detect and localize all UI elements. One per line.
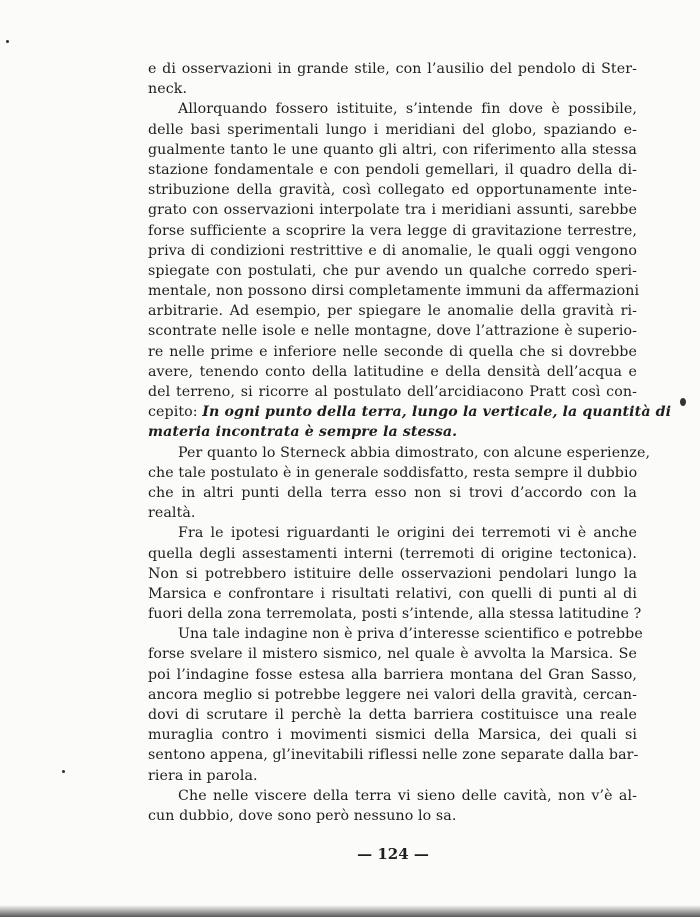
line-text: dovi di scrutare il perchè la detta barriera costituisce una reale (148, 707, 637, 723)
line-text: realtà. (148, 505, 196, 522)
line-text: mentale, non possono dirsi completamente immuni da affermazioni (148, 283, 640, 300)
text-line (148, 362, 637, 382)
line-text: gualmente tanto le une quanto gli altri, con riferimento alla stessa (148, 141, 637, 158)
text-line (148, 321, 637, 341)
line-text: sentono appena, gl’inevitabili riflessi nelle zone separate dalla bar- (148, 747, 639, 764)
text-line (148, 786, 637, 806)
line-text: spiegate con postulati, che pur avendo un qualche corredo speri- (148, 262, 637, 279)
line-text: Per quanto lo Sterneck abbia dimostrato, con alcune esperienze, (178, 444, 651, 461)
text-line (148, 241, 637, 261)
text-line (148, 564, 637, 584)
text-line (148, 261, 637, 281)
line-text: Non si potrebbero istituire delle osservazioni pendolari lungo la (148, 565, 637, 582)
line-text: stazione fondamentale e con pendoli gemellari, il quadro della di- (148, 161, 637, 178)
text-line (148, 725, 637, 745)
line-text: del terreno, si ricorre al postulato dell’arcidiacono Pratt così con- (148, 384, 637, 400)
text-line (148, 685, 637, 705)
text-line (148, 806, 637, 826)
text-line (148, 503, 637, 523)
line-text: forse sufficiente a scoprire la vera legge di gravitazione terrestre, (148, 222, 637, 239)
text-line (148, 79, 637, 99)
text-line (148, 140, 637, 160)
scan-speck (680, 398, 686, 406)
text-line (148, 745, 637, 765)
body-text (148, 59, 672, 826)
text-line (148, 160, 637, 180)
line-text: poi l’indagine fosse estesa alla barriera montana del Gran Sasso, (148, 666, 637, 683)
text-line (148, 644, 637, 664)
text-line (148, 422, 637, 442)
scan-bottom-edge (0, 905, 700, 917)
text-line (148, 342, 637, 362)
page-number: — 124 — (357, 845, 429, 863)
text-line (148, 443, 651, 463)
text-line (148, 483, 637, 503)
line-text: Una tale indagine non è priva d’interesse scientifico e potrebbe (178, 626, 643, 643)
line-text: fuori della zona terremolata, posti s’intende, alla stessa latitudine ? (148, 606, 642, 623)
text-line (148, 301, 637, 321)
text-line (148, 120, 637, 140)
scan-speck (6, 40, 9, 43)
line-text: grato con osservazioni interpolate tra i meridiani assunti, sarebbe (148, 202, 637, 219)
text-line (148, 382, 637, 402)
text-line (148, 584, 637, 604)
text-line (148, 180, 637, 200)
line-text: e di osservazioni in grande stile, con l’ausilio del pendolo di Ster- (148, 61, 637, 77)
italic-text: materia incontrata è sempre la stessa. (148, 424, 458, 441)
line-text: cun dubbio, dove sono però nessuno lo sa. (148, 807, 457, 824)
italic-text: In ogni punto della terra, lungo la verticale, la quantità di (202, 404, 672, 421)
line-text: stribuzione della gravità, così collegato ed opportunamente inte- (148, 182, 637, 199)
text-line (148, 544, 637, 564)
text-line (148, 463, 637, 483)
line-text: che in altri punti della terra esso non si trovi d’accordo con la (148, 484, 637, 501)
line-text: che tale postulato è in generale soddisfatto, resta sempre il dubbio (148, 464, 638, 481)
line-text: arbitrarie. Ad esempio, per spiegare le anomalie della gravità ri- (148, 303, 637, 320)
text-line (148, 59, 637, 79)
line-text: re nelle prime e inferiore nelle seconde di quella che si dovrebbe (148, 343, 637, 360)
line-text: priva di condizioni restrittive e di anomalie, le quali oggi vengono (148, 242, 637, 259)
line-text: Allorquando fossero istituite, s’intende fin dove è possibile, (178, 101, 637, 118)
line-text: Marsica e confrontare i risultati relativi, con quelli di punti al di (148, 585, 637, 602)
line-text: forse svelare il mistero sismico, nel quale è avvolta la Marsica. Se (148, 646, 637, 663)
text-line (148, 200, 637, 220)
text-line (148, 624, 643, 644)
line-text: avere, tenendo conto della latitudine e della densità dell’acqua e (148, 363, 637, 380)
text-line (148, 221, 637, 241)
text-line (148, 281, 640, 301)
line-text: delle basi sperimentali lungo i meridiani del globo, spaziando e- (148, 121, 637, 138)
line-text: cepito: (148, 404, 203, 421)
text-line (148, 99, 637, 119)
text-line (148, 402, 672, 422)
text-line (148, 665, 637, 685)
scan-speck (62, 770, 65, 773)
line-text: neck. (148, 81, 188, 98)
line-text: riera in parola. (148, 767, 258, 784)
text-line (148, 705, 637, 725)
line-text: Fra le ipotesi riguardanti le origini dei terremoti vi è anche (178, 525, 637, 542)
line-text: Che nelle viscere della terra vi sieno delle cavità, non v’è al- (178, 787, 637, 804)
text-line (148, 604, 642, 624)
line-text: muraglia contro i movimenti sismici della Marsica, dei quali si (148, 727, 637, 744)
line-text: scontrate nelle isole e nelle montagne, dove l’attrazione è superio- (148, 323, 637, 340)
line-text: quella degli assestamenti interni (terremoti di origine tectonica). (148, 545, 637, 562)
line-text: ancora meglio si potrebbe leggere nei valori della gravità, cercan- (148, 686, 637, 703)
text-line (148, 523, 637, 543)
text-line (148, 766, 637, 786)
